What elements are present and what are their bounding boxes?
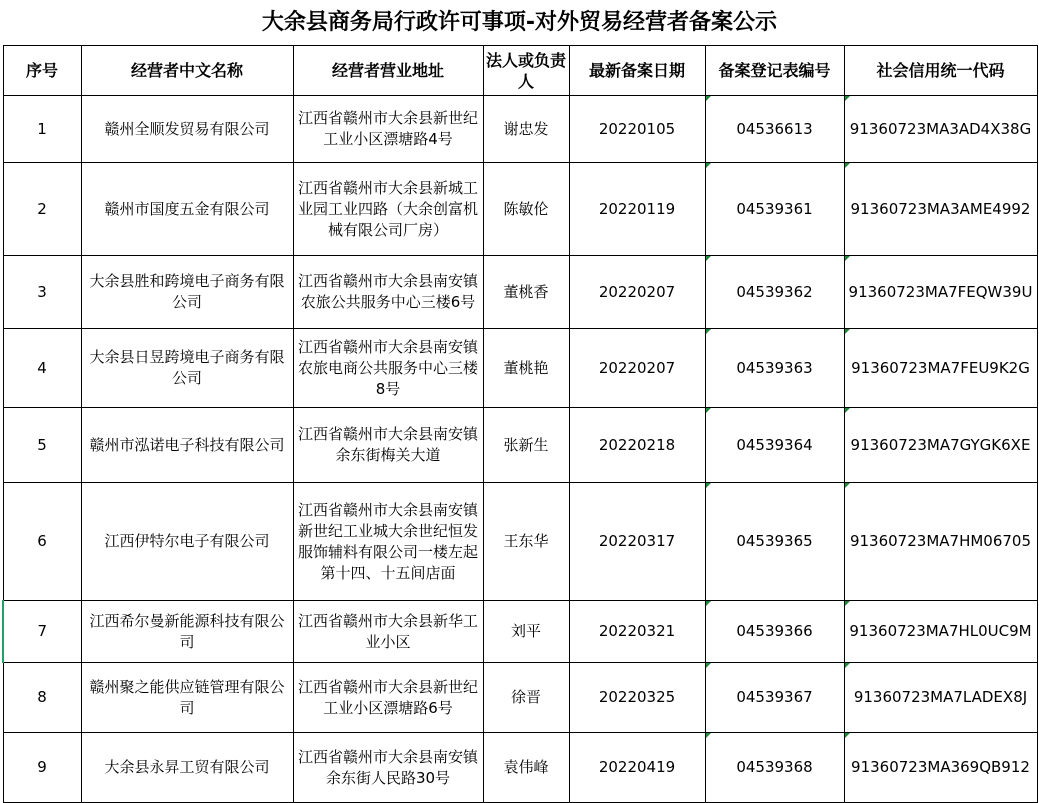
cell-person[interactable]: 董桃香 <box>483 256 569 329</box>
cell-date[interactable]: 20220119 <box>569 163 705 256</box>
error-indicator-icon <box>706 483 711 488</box>
cell-name[interactable]: 江西希尔曼新能源科技有限公司 <box>81 601 293 663</box>
cell-no[interactable]: 1 <box>3 96 81 163</box>
cell-person[interactable]: 谢忠发 <box>483 96 569 163</box>
header-address[interactable]: 经营者营业地址 <box>293 46 483 96</box>
cell-date[interactable]: 20220207 <box>569 256 705 329</box>
cell-no[interactable]: 9 <box>3 733 81 803</box>
cell-reg[interactable]: 04539365 <box>705 483 844 601</box>
cell-code[interactable]: 91360723MA7HL0UC9M <box>844 601 1037 663</box>
cell-code[interactable]: 91360723MA7GYGK6XE <box>844 408 1037 483</box>
cell-address[interactable]: 江西省赣州市大余县南安镇余东街梅关大道 <box>293 408 483 483</box>
header-name[interactable]: 经营者中文名称 <box>81 46 293 96</box>
cell-person[interactable]: 王东华 <box>483 483 569 601</box>
cell-reg[interactable]: 04539364 <box>705 408 844 483</box>
error-indicator-icon <box>706 408 711 413</box>
error-indicator-icon <box>706 663 711 668</box>
cell-address[interactable]: 江西省赣州市大余县新世纪工业小区漂塘路4号 <box>293 96 483 163</box>
cell-name[interactable]: 江西伊特尔电子有限公司 <box>81 483 293 601</box>
table-row <box>3 483 1037 601</box>
error-indicator-icon <box>706 733 711 738</box>
table-row <box>3 256 1037 329</box>
cell-no[interactable]: 4 <box>3 329 81 408</box>
header-row <box>3 46 1037 96</box>
cell-name[interactable]: 大余县永昇工贸有限公司 <box>81 733 293 803</box>
cell-date[interactable]: 20220317 <box>569 483 705 601</box>
cell-address[interactable]: 江西省赣州市大余县南安镇农旅电商公共服务中心三楼8号 <box>293 329 483 408</box>
error-indicator-icon <box>706 96 711 101</box>
table-row <box>3 408 1037 483</box>
cell-address[interactable]: 江西省赣州市大余县南安镇余东街人民路30号 <box>293 733 483 803</box>
cell-code[interactable]: 91360723MA7LADEX8J <box>844 663 1037 733</box>
error-indicator-icon <box>845 408 850 413</box>
cell-address[interactable]: 江西省赣州市大余县新城工业园工业四路（大余创富机械有限公司厂房） <box>293 163 483 256</box>
cell-address[interactable]: 江西省赣州市大余县南安镇新世纪工业城大余世纪恒发服饰辅料有限公司一楼左起第十四、十五间店面 <box>293 483 483 601</box>
header-date[interactable]: 最新备案日期 <box>569 46 705 96</box>
header-no[interactable]: 序号 <box>3 46 81 96</box>
cell-date[interactable]: 20220325 <box>569 663 705 733</box>
cell-person[interactable]: 刘平 <box>483 601 569 663</box>
cell-no[interactable]: 6 <box>3 483 81 601</box>
sheet-title: 大余县商务局行政许可事项-对外贸易经营者备案公示 <box>261 10 778 35</box>
cell-reg[interactable]: 04539366 <box>705 601 844 663</box>
cell-date[interactable]: 20220321 <box>569 601 705 663</box>
cell-date[interactable]: 20220218 <box>569 408 705 483</box>
cell-code[interactable]: 91360723MA3AME4992 <box>844 163 1037 256</box>
error-indicator-icon <box>706 601 711 606</box>
cell-name[interactable]: 大余县日昱跨境电子商务有限公司 <box>81 329 293 408</box>
cell-reg[interactable]: 04539362 <box>705 256 844 329</box>
cell-no[interactable]: 8 <box>3 663 81 733</box>
header-person[interactable]: 法人或负责人 <box>483 46 569 96</box>
cell-no[interactable]: 2 <box>3 163 81 256</box>
cell-code[interactable]: 91360723MA7FEU9K2G <box>844 329 1037 408</box>
cell-name[interactable]: 大余县胜和跨境电子商务有限公司 <box>81 256 293 329</box>
error-indicator-icon <box>845 733 850 738</box>
cell-address[interactable]: 江西省赣州市大余县新华工业小区 <box>293 601 483 663</box>
cell-person[interactable]: 董桃艳 <box>483 329 569 408</box>
cell-date[interactable]: 20220207 <box>569 329 705 408</box>
table-row <box>3 601 1037 663</box>
cell-name[interactable]: 赣州聚之能供应链管理有限公司 <box>81 663 293 733</box>
cell-reg[interactable]: 04539368 <box>705 733 844 803</box>
header-reg[interactable]: 备案登记表编号 <box>705 46 844 96</box>
cell-reg[interactable]: 04536613 <box>705 96 844 163</box>
cell-no[interactable]: 5 <box>3 408 81 483</box>
cell-person[interactable]: 徐晋 <box>483 663 569 733</box>
cell-code[interactable]: 91360723MA3AD4X38G <box>844 96 1037 163</box>
cell-person[interactable]: 袁伟峰 <box>483 733 569 803</box>
cell-address[interactable]: 江西省赣州市大余县南安镇农旅公共服务中心三楼6号 <box>293 256 483 329</box>
filing-table <box>2 45 1038 803</box>
cell-reg[interactable]: 04539367 <box>705 663 844 733</box>
cell-person[interactable]: 陈敏伦 <box>483 163 569 256</box>
table-row <box>3 329 1037 408</box>
error-indicator-icon <box>845 601 850 606</box>
table-row <box>3 96 1037 163</box>
error-indicator-icon <box>845 163 850 168</box>
cell-date[interactable]: 20220419 <box>569 733 705 803</box>
cell-address[interactable]: 江西省赣州市大余县新世纪工业小区漂塘路6号 <box>293 663 483 733</box>
error-indicator-icon <box>845 329 850 334</box>
cell-person[interactable]: 张新生 <box>483 408 569 483</box>
error-indicator-icon <box>845 256 850 261</box>
table-row <box>3 733 1037 803</box>
cell-no[interactable]: 7 <box>3 601 81 663</box>
header-code[interactable]: 社会信用统一代码 <box>844 46 1037 96</box>
cell-name[interactable]: 赣州市国度五金有限公司 <box>81 163 293 256</box>
cell-reg[interactable]: 04539363 <box>705 329 844 408</box>
cell-date[interactable]: 20220105 <box>569 96 705 163</box>
cell-no[interactable]: 3 <box>3 256 81 329</box>
table-row <box>3 163 1037 256</box>
error-indicator-icon <box>706 256 711 261</box>
cell-name[interactable]: 赣州全顺发贸易有限公司 <box>81 96 293 163</box>
error-indicator-icon <box>706 329 711 334</box>
cell-reg[interactable]: 04539361 <box>705 163 844 256</box>
error-indicator-icon <box>845 483 850 488</box>
error-indicator-icon <box>845 96 850 101</box>
error-indicator-icon <box>706 163 711 168</box>
cell-code[interactable]: 91360723MA369QB912 <box>844 733 1037 803</box>
table-row <box>3 663 1037 733</box>
cell-name[interactable]: 赣州市泓诺电子科技有限公司 <box>81 408 293 483</box>
error-indicator-icon <box>845 663 850 668</box>
cell-code[interactable]: 91360723MA7FEQW39U <box>844 256 1037 329</box>
cell-code[interactable]: 91360723MA7HM06705 <box>844 483 1037 601</box>
